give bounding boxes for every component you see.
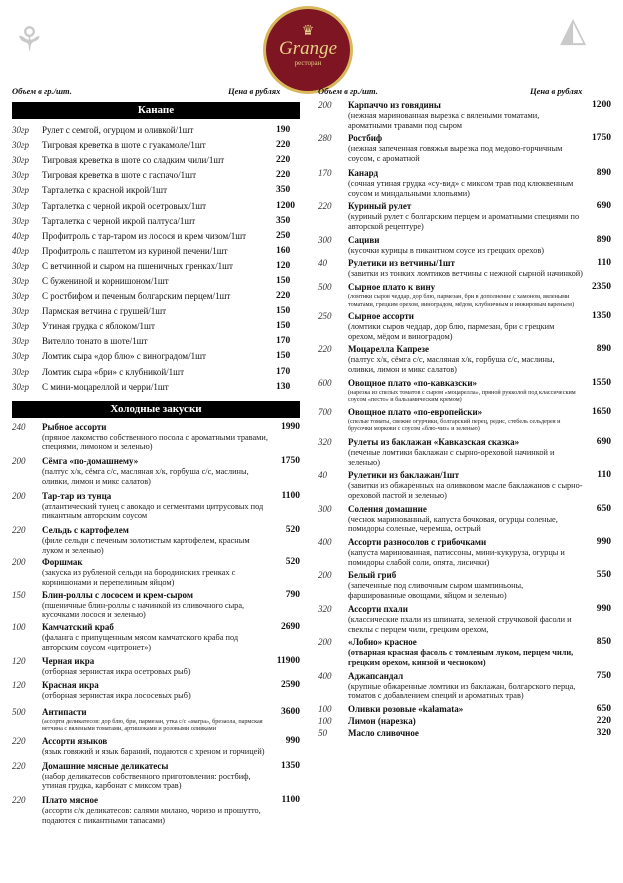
- canape-item: [12, 198, 300, 213]
- item-price: 890: [596, 234, 611, 245]
- item-price: 250: [276, 230, 291, 241]
- item-price: 520: [285, 524, 300, 535]
- item-price: 130: [276, 381, 291, 392]
- item-volume: 200: [12, 456, 26, 467]
- item-name: С мини-моцареллой и черри/1шт: [42, 381, 169, 392]
- menu-item-row: [12, 680, 300, 691]
- item-volume: 200: [12, 557, 26, 568]
- left-column: [12, 100, 300, 827]
- item-price: 990: [596, 603, 611, 614]
- sketch-cheese-icon: ◭: [560, 12, 587, 49]
- item-volume: 300: [318, 503, 332, 514]
- item-name: Лимон (нарезка): [348, 716, 416, 727]
- item-volume: 280: [318, 133, 332, 144]
- menu-item: [318, 704, 611, 715]
- item-name: Сациви: [348, 234, 380, 245]
- menu-item: [318, 282, 611, 308]
- menu-item-row: [12, 422, 300, 433]
- volume-header-right: Объем в гр./шт.: [318, 86, 378, 96]
- section-canape-title: Канапе: [12, 102, 300, 119]
- menu-item: [318, 437, 611, 467]
- item-volume: 30гр: [12, 260, 30, 271]
- right-list: [318, 100, 611, 739]
- menu-item-row: [318, 728, 611, 739]
- item-price: 1200: [276, 200, 295, 211]
- item-volume: 30гр: [12, 275, 30, 286]
- item-name: Камчатский краб: [42, 622, 114, 633]
- menu-item: [318, 344, 611, 374]
- item-name: Ростбиф: [348, 133, 383, 144]
- item-name: Куриный рулет: [348, 201, 412, 212]
- canape-item: [12, 123, 300, 138]
- item-name: Тигровая креветка в шоте со сладким чили/1шт: [42, 155, 225, 166]
- item-name: Рулет с семгой, огурцом и оливкой/1шт: [42, 125, 194, 136]
- item-volume: 200: [318, 100, 332, 110]
- item-volume: 200: [318, 570, 332, 581]
- item-price: 520: [285, 557, 300, 568]
- menu-item-row: [318, 437, 611, 448]
- item-name: Моцарелла Капрезе: [348, 344, 429, 355]
- menu-item-row: [318, 570, 611, 581]
- item-price: 1990: [281, 421, 300, 432]
- item-volume: 100: [318, 704, 332, 715]
- canape-item: [12, 153, 300, 168]
- price-header-right: Цена в рублях: [530, 86, 583, 96]
- item-description: (нежная запеченная говяжья вырезка под медово-горчичным соусом, с ароматной: [348, 144, 563, 164]
- item-volume: 700: [318, 406, 332, 417]
- item-volume: 40: [318, 470, 327, 481]
- item-volume: 200: [318, 637, 332, 648]
- item-volume: 30гр: [12, 351, 30, 362]
- menu-item-row: [12, 795, 300, 806]
- item-name: Овощное плато «по-кавказски»: [348, 377, 478, 388]
- menu-item: [318, 570, 611, 600]
- cold-list: [12, 422, 300, 826]
- volume-header-left: Объем в гр./шт.: [12, 86, 72, 96]
- item-description: (запеченные под сливочным сыром шампиньоны, фаршированные овощами, яйцом и зеленью): [348, 581, 524, 601]
- item-price: 1350: [281, 760, 300, 771]
- item-price: 150: [276, 275, 291, 286]
- menu-item-row: [318, 504, 611, 515]
- item-price: 650: [596, 503, 611, 514]
- canape-item: [12, 244, 300, 259]
- item-price: 850: [596, 637, 611, 648]
- item-name: Рулетики из баклажан/1шт: [348, 470, 460, 481]
- item-price: 890: [596, 344, 611, 355]
- item-name: Рулетики из ветчины/1шт: [348, 258, 455, 269]
- canape-item: [12, 319, 300, 334]
- menu-item-row: [318, 344, 611, 355]
- item-description: (куриный рулет с болгарским перцем и ароматными специями по авторской рецептуре): [348, 212, 580, 231]
- item-volume: 220: [12, 524, 26, 535]
- menu-item: [318, 258, 611, 279]
- menu-item: [318, 168, 611, 198]
- item-price: 220: [276, 291, 291, 302]
- item-volume: 30гр: [12, 170, 30, 181]
- item-description: (капуста маринованная, патиссоны, мини-кукуруза, огурцы и помидоры слабой соли, опята, лисички): [348, 548, 565, 567]
- item-volume: 30гр: [12, 291, 30, 302]
- item-volume: 30гр: [12, 215, 30, 226]
- menu-item: [318, 637, 611, 667]
- menu-item-row: [12, 736, 300, 747]
- item-name: Соления домашние: [348, 503, 427, 514]
- item-volume: 220: [318, 344, 332, 355]
- item-name: Домашние мясные деликатесы: [42, 760, 169, 771]
- item-name: Канард: [348, 167, 379, 178]
- item-price: 150: [276, 351, 291, 362]
- item-description: (фаланга с припущенным мясом камчатского краба под авторским соусом «цитронет»): [42, 633, 239, 652]
- menu-item: [12, 707, 300, 733]
- item-name: Рулеты из баклажан «Кавказская сказка»: [348, 436, 520, 447]
- item-description: (нарезка из спелых томатов с сыром «моцарелла», пряной рукколой под классическим соусом «песто» и бальзамическим кремом): [348, 388, 576, 404]
- item-description: (ассорти с/к деликатесов: салями милано, чоризо и прошутто, подаются с пикантными тапасами): [42, 806, 261, 825]
- item-volume: 220: [12, 795, 26, 806]
- canape-item: [12, 229, 300, 244]
- item-name: Черная икра: [42, 655, 95, 666]
- price-header-left: Цена в рублях: [228, 86, 281, 96]
- menu-item-row: [318, 378, 611, 389]
- item-price: 190: [276, 125, 291, 136]
- menu-item-row: [12, 761, 300, 772]
- item-volume: 30гр: [12, 140, 30, 151]
- item-name: Тигровая креветка в шоте с гаспачо/1шт: [42, 170, 197, 181]
- item-volume: 150: [12, 589, 26, 600]
- item-volume: 30гр: [12, 366, 30, 377]
- item-name: Ломтик сыра «дор блю» с виноградом/1шт: [42, 351, 206, 362]
- menu-item: [12, 456, 300, 486]
- item-description: (чеснок маринованный, капуста бочковая, огурцы соленые, помидоры соленые, черемша, острый: [348, 514, 558, 534]
- menu-item: [318, 716, 611, 727]
- item-description: (атлантический тунец с авокадо и сегментами цитрусовых под пикантным авторским соусом: [42, 501, 264, 521]
- menu-item-row: [318, 537, 611, 548]
- item-price: 1750: [281, 456, 300, 467]
- menu-item-row: [318, 235, 611, 246]
- item-volume: 30гр: [12, 306, 30, 317]
- menu-item: [12, 680, 300, 701]
- item-volume: 200: [12, 490, 26, 501]
- item-price: 2590: [281, 680, 300, 691]
- item-price: 220: [276, 170, 291, 181]
- item-name: «Лобио» красное: [348, 637, 417, 648]
- menu-item: [318, 470, 611, 500]
- item-price: 320: [596, 728, 611, 739]
- brand-name: Grange: [278, 37, 338, 59]
- item-description: (сочная утиная грудка «су-вид» с миксом трав под клюквенным соусом и миндальными хлопьями): [348, 178, 574, 198]
- item-volume: 170: [318, 167, 332, 178]
- item-price: 890: [596, 167, 611, 178]
- item-name: Аджапсандал: [348, 670, 404, 681]
- item-volume: 220: [12, 760, 26, 771]
- item-description: (печеные ломтики баклажан с сырно-ореховой начинкой и зеленью): [348, 447, 555, 467]
- item-price: 150: [276, 321, 291, 332]
- item-volume: 300: [318, 234, 332, 245]
- menu-item-row: [12, 590, 300, 601]
- item-name: Рыбное ассорти: [42, 421, 107, 432]
- sketch-canape-icon: ⚘: [14, 22, 45, 59]
- item-price: 1750: [592, 133, 611, 144]
- item-price: 120: [276, 260, 291, 271]
- item-description: (пряное лакомство собственного посола с ароматными травами, специями, лимоном и зеленью): [42, 432, 268, 452]
- menu-item: [12, 590, 300, 620]
- item-price: 550: [596, 570, 611, 581]
- menu-item-row: [318, 470, 611, 481]
- menu-item: [12, 761, 300, 791]
- menu-item: [318, 504, 611, 534]
- canape-item: [12, 138, 300, 153]
- item-volume: 30гр: [12, 381, 30, 392]
- item-price: 650: [596, 704, 611, 715]
- item-volume: 40гр: [12, 230, 30, 241]
- item-volume: 320: [318, 436, 332, 447]
- item-description: (завитки из обжаренных на оливковом масле баклажанов с сырно-ореховой пастой и зеленью): [348, 481, 583, 500]
- item-volume: 120: [12, 655, 26, 666]
- item-price: 1100: [281, 795, 300, 806]
- menu-item-row: [318, 704, 611, 715]
- item-name: Тар-тар из тунца: [42, 490, 112, 501]
- item-volume: 500: [318, 282, 332, 293]
- item-description: (пшеничные блин-роллы с начинкой из сливочного сыра, кусочками лосося и зеленью): [42, 600, 245, 620]
- item-volume: 220: [318, 201, 332, 212]
- menu-item: [318, 235, 611, 256]
- menu-item-row: [318, 311, 611, 322]
- item-price: 790: [285, 589, 300, 600]
- menu-item: [318, 671, 611, 701]
- item-volume: 220: [12, 735, 26, 746]
- canape-item: [12, 349, 300, 364]
- item-description: (набор деликатесов собственного приготовления: ростбиф, утиная грудка, карбонат с миксом трав): [42, 771, 251, 791]
- item-volume: 250: [318, 311, 332, 322]
- menu-item-row: [318, 201, 611, 212]
- item-description: (отварная красная фасоль с томленым луком, перцем чили, грецким орехом, кинзой и чесноком): [348, 648, 574, 667]
- item-name: Сёмга «по-домашнему»: [42, 456, 139, 467]
- item-volume: 40гр: [12, 245, 30, 256]
- menu-item-row: [12, 525, 300, 536]
- item-price: 170: [276, 336, 291, 347]
- item-description: (ломтики сыров чеддар, дор блю, пармезан, бри в дополнение с хамоном, вялеными томатами, грецким орехом, виноградом, мёдом, клубничным и инжировым вареньем): [348, 293, 575, 308]
- crown-icon: ♛: [301, 23, 315, 39]
- item-description: (филе сельди с печеным золотистым картофелем, красным луком и зеленью): [42, 535, 250, 555]
- item-price: 220: [596, 716, 611, 727]
- right-column: [318, 100, 611, 741]
- item-description: (крупные обжаренные ломтики из баклажан, болгарского перца, томатов с добавлением специй и ароматных трав): [348, 681, 576, 701]
- menu-item: [318, 604, 611, 634]
- item-price: 1200: [592, 100, 611, 110]
- canape-item: [12, 365, 300, 380]
- item-price: 1550: [592, 377, 611, 388]
- menu-item: [12, 491, 300, 521]
- menu-item: [318, 378, 611, 404]
- item-name: Профитроль с паштетом из куриной печени/1шт: [42, 245, 228, 256]
- item-name: Ассорти языков: [42, 735, 108, 746]
- item-description: (нежная маринованная вырезка с вялеными томатами, ароматными травами под сыром: [348, 111, 540, 130]
- menu-item-row: [318, 716, 611, 727]
- item-name: Форшмак: [42, 557, 83, 568]
- item-name: С ростбифом и печеным болгарским перцем/1шт: [42, 291, 231, 302]
- item-description: (палтус х/к, сёмга с/с, масляная х/к, горбуша с/с, маслины, оливки, лимон и микс салатов): [42, 467, 249, 486]
- menu-item-row: [318, 258, 611, 269]
- item-name: Тигровая креветка в шоте с гуакамоле/1шт: [42, 140, 206, 151]
- menu-item: [318, 133, 611, 163]
- item-volume: 30гр: [12, 125, 30, 136]
- item-name: Утиная грудка с яблоком/1шт: [42, 321, 155, 332]
- menu-item: [318, 728, 611, 739]
- item-price: 690: [596, 201, 611, 212]
- menu-item: [12, 622, 300, 652]
- item-name: Красная икра: [42, 680, 99, 691]
- canape-item: [12, 274, 300, 289]
- section-cold-title: Холодные закуски: [12, 401, 300, 418]
- item-volume: 30гр: [12, 185, 30, 196]
- menu-item: [318, 311, 611, 341]
- item-volume: 400: [318, 537, 332, 548]
- canape-item: [12, 168, 300, 183]
- menu-item-row: [318, 133, 611, 144]
- item-price: 220: [276, 155, 291, 166]
- item-price: 2350: [592, 282, 611, 293]
- menu-item-row: [12, 456, 300, 467]
- item-name: Карпаччо из говядины: [348, 100, 441, 110]
- item-price: 170: [276, 366, 291, 377]
- item-name: Блин-роллы с лососем и крем-сыром: [42, 589, 194, 600]
- item-price: 11900: [276, 655, 300, 666]
- item-volume: 30гр: [12, 336, 30, 347]
- menu-item-row: [12, 656, 300, 667]
- menu-item: [12, 795, 300, 825]
- canape-item: [12, 259, 300, 274]
- item-description: (ломтики сыров чеддар, дор блю, пармезан, бри с грецким орехом, мёдом и виноградом): [348, 322, 555, 341]
- canape-item: [12, 214, 300, 229]
- menu-item-row: [12, 622, 300, 633]
- item-description: (отборная зернистая икра лососевых рыб): [42, 691, 191, 701]
- item-description: (палтус х/к, сёмга с/с, масляная х/к, горбуша с/с, маслины, оливки, лимон и микс салатов): [348, 355, 555, 375]
- item-name: Вителло тонато в шоте/1шт: [42, 336, 148, 347]
- canape-item: [12, 183, 300, 198]
- item-description: (язык говяжий и язык бараний, подаются с хреном и горчицей): [42, 746, 265, 756]
- item-name: Овощное плато «по-европейски»: [348, 406, 483, 417]
- item-volume: 600: [318, 377, 332, 388]
- item-description: (завитки из тонких ломтиков ветчины с нежной сырной начинкой): [348, 269, 583, 279]
- item-name: Масло сливочное: [348, 728, 419, 739]
- item-name: С бужениной и корнишоном/1шт: [42, 275, 169, 286]
- item-price: 150: [276, 306, 291, 317]
- item-volume: 40: [318, 258, 327, 269]
- item-name: Сельдь с картофелем: [42, 524, 129, 535]
- item-name: Антипасти: [42, 706, 87, 717]
- item-volume: 30гр: [12, 321, 30, 332]
- item-price: 3600: [281, 706, 300, 717]
- logo: [263, 6, 353, 94]
- item-name: Тарталетка с красной икрой/1шт: [42, 185, 168, 196]
- item-name: Профитроль с тар-таром из лосося и крем чизом/1шт: [42, 230, 247, 241]
- item-name: Тарталетка с черной икрой осетровых/1шт: [42, 200, 207, 211]
- item-name: Ломтик сыра «бри» с клубникой/1шт: [42, 366, 185, 377]
- item-volume: 100: [12, 622, 26, 633]
- menu-item-row: [318, 671, 611, 682]
- item-volume: 50: [318, 728, 327, 739]
- menu-item: [318, 201, 611, 231]
- menu-item: [318, 407, 611, 433]
- item-name: Оливки розовые «kalamata»: [348, 704, 464, 715]
- menu-item: [12, 557, 300, 587]
- item-price: 990: [596, 537, 611, 548]
- item-volume: 30гр: [12, 155, 30, 166]
- item-volume: 120: [12, 680, 26, 691]
- menu-item-row: [318, 637, 611, 648]
- canape-item: [12, 380, 300, 395]
- item-price: 990: [285, 735, 300, 746]
- menu-item-row: [12, 707, 300, 718]
- item-volume: 400: [318, 670, 332, 681]
- item-price: 2690: [281, 622, 300, 633]
- item-volume: 320: [318, 603, 332, 614]
- menu-item-row: [318, 282, 611, 293]
- item-price: 350: [276, 215, 291, 226]
- canape-list: [12, 123, 300, 395]
- menu-item-row: [12, 557, 300, 568]
- item-price: 110: [597, 470, 611, 481]
- item-volume: 30гр: [12, 200, 30, 211]
- item-volume: 500: [12, 706, 26, 717]
- menu-item: [12, 525, 300, 555]
- item-price: 1650: [592, 406, 611, 417]
- item-volume: 100: [318, 716, 332, 727]
- item-name: Сырное ассорти: [348, 311, 414, 322]
- canape-item: [12, 304, 300, 319]
- menu-item: [318, 537, 611, 567]
- item-price: 220: [276, 140, 291, 151]
- item-name: Пармская ветчина с грушей/1шт: [42, 306, 167, 317]
- item-price: 750: [596, 670, 611, 681]
- item-price: 1350: [592, 311, 611, 322]
- menu-item-row: [318, 168, 611, 179]
- item-description: (ассорти деликатесов: дор блю, бри, пармезан, утка с/с «магра», брезаола, пармская ветчина с вялеными томатами, артишоками и розовыми оливками: [42, 717, 263, 733]
- menu-item-row: [318, 100, 611, 111]
- item-description: (закуска из рубленой сельди на бородинских гренках с корнишонами и перепелиным яйцом): [42, 568, 236, 588]
- item-name: Ассорти разносолов с грибочками: [348, 537, 487, 548]
- item-name: Сырное плато к вину: [348, 282, 436, 293]
- menu-item-row: [318, 407, 611, 418]
- canape-item: [12, 289, 300, 304]
- item-name: Ассорти пхали: [348, 603, 408, 614]
- brand-sub: ресторан: [294, 58, 322, 67]
- item-volume: 240: [12, 421, 26, 432]
- menu-item: [12, 736, 300, 757]
- item-price: 350: [276, 185, 291, 196]
- item-price: 690: [596, 436, 611, 447]
- item-name: Белый гриб: [348, 570, 397, 581]
- item-name: Тарталетка с черной икрой палтуса/1шт: [42, 215, 196, 226]
- item-name: С ветчинной и сыром на пшеничных гренках/1шт: [42, 260, 233, 271]
- menu-item-row: [12, 491, 300, 502]
- item-price: 110: [597, 258, 611, 269]
- item-description: (спелые томаты, свежие огурчики, болгарский перец, редис, стебель сельдерея и брусочки моркови с соусом «блю-чиз» и зеленью): [348, 417, 561, 433]
- item-price: 160: [276, 245, 291, 256]
- item-price: 1100: [281, 490, 300, 501]
- item-description: (кусочки курицы в пикантном соусе из грецких орехов): [348, 245, 545, 255]
- menu-item: [12, 422, 300, 452]
- canape-item: [12, 334, 300, 349]
- menu-item: [12, 656, 300, 677]
- item-description: (классические пхали из шпината, зеленой стручковой фасоли и свеклы с перцем чили, грецким орехом,: [348, 614, 572, 634]
- menu-item-row: [318, 604, 611, 615]
- item-description: (отборная зернистая икра осетровых рыб): [42, 666, 191, 676]
- menu-item: [318, 100, 611, 130]
- item-name: Плато мясное: [42, 795, 99, 806]
